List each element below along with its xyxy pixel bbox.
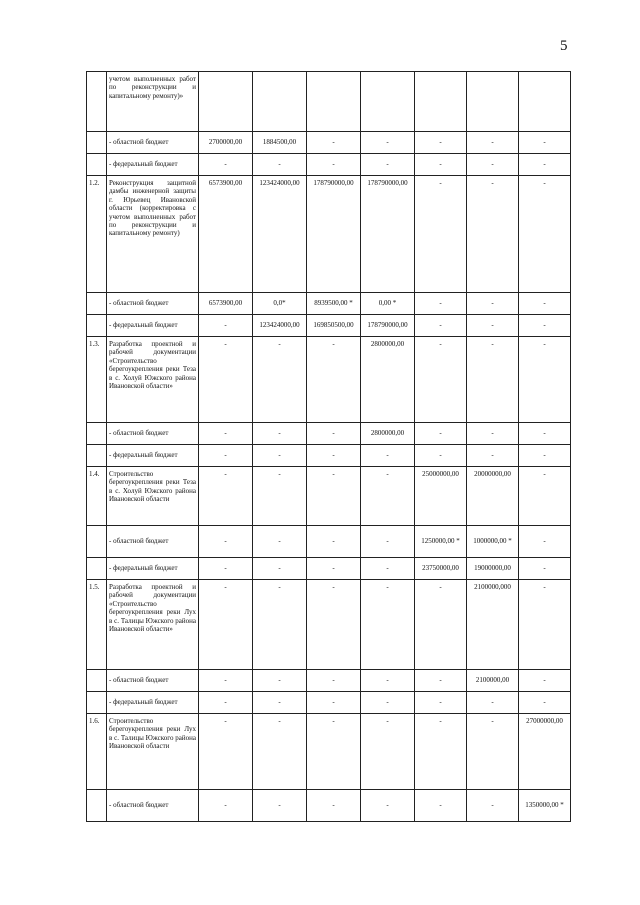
amount-cell: - xyxy=(519,132,571,154)
funding-source-cell: - федеральный бюджет xyxy=(107,154,199,176)
table-row-item xyxy=(87,467,571,526)
amount-cell: - xyxy=(361,714,415,790)
amount-cell: - xyxy=(199,692,253,714)
budget-table-body xyxy=(87,72,571,822)
amount-cell: 178790000,00 xyxy=(361,176,415,293)
item-number-cell xyxy=(87,445,107,467)
amount-cell: - xyxy=(307,714,361,790)
amount-cell: - xyxy=(361,670,415,692)
amount-cell: - xyxy=(307,337,361,423)
funding-source-cell: - областной бюджет xyxy=(107,423,199,445)
item-number-cell xyxy=(87,72,107,132)
amount-cell: - xyxy=(199,315,253,337)
amount-cell: 0,0* xyxy=(253,293,307,315)
item-number-cell xyxy=(87,670,107,692)
amount-cell: - xyxy=(253,423,307,445)
amount-cell: - xyxy=(467,714,519,790)
item-number-cell: 1.4. xyxy=(87,467,107,526)
amount-cell: - xyxy=(307,154,361,176)
table-row-funding xyxy=(87,692,571,714)
amount-cell: - xyxy=(467,293,519,315)
amount-cell: - xyxy=(307,790,361,822)
item-number-cell xyxy=(87,293,107,315)
table-row-item xyxy=(87,72,571,132)
item-number-cell xyxy=(87,558,107,580)
amount-cell: - xyxy=(467,315,519,337)
amount-cell: - xyxy=(307,526,361,558)
amount-cell: - xyxy=(361,154,415,176)
amount-cell: - xyxy=(307,423,361,445)
table-row-item xyxy=(87,337,571,423)
amount-cell: 8939500,00 * xyxy=(307,293,361,315)
amount-cell: - xyxy=(415,154,467,176)
amount-cell: - xyxy=(415,176,467,293)
amount-cell: - xyxy=(361,692,415,714)
amount-cell: 178790000,00 xyxy=(361,315,415,337)
funding-source-cell: - федеральный бюджет xyxy=(107,315,199,337)
amount-cell: - xyxy=(415,670,467,692)
amount-cell: 2700000,00 xyxy=(199,132,253,154)
amount-cell: - xyxy=(519,526,571,558)
amount-cell: - xyxy=(253,714,307,790)
table-row-item xyxy=(87,580,571,670)
amount-cell: - xyxy=(519,558,571,580)
item-number-cell xyxy=(87,315,107,337)
amount-cell: 1000000,00 * xyxy=(467,526,519,558)
amount-cell: - xyxy=(467,132,519,154)
amount-cell: - xyxy=(467,790,519,822)
funding-source-cell: - областной бюджет xyxy=(107,293,199,315)
amount-cell: 0,00 * xyxy=(361,293,415,315)
amount-cell: 2800000,00 xyxy=(361,337,415,423)
amount-cell: - xyxy=(307,467,361,526)
item-number-cell xyxy=(87,423,107,445)
amount-cell: - xyxy=(253,526,307,558)
amount-cell: - xyxy=(253,558,307,580)
amount-cell: - xyxy=(519,580,571,670)
amount-cell: - xyxy=(199,467,253,526)
amount-cell: 6573900,00 xyxy=(199,176,253,293)
item-name-cell: Разработка проектной и рабочей документации «Строительство берегоукрепления реки Теза в с. Холуй Южского района Ивановской области» xyxy=(107,337,199,423)
table-row-funding xyxy=(87,670,571,692)
amount-cell: - xyxy=(199,714,253,790)
amount-cell xyxy=(307,72,361,132)
item-number-cell xyxy=(87,526,107,558)
amount-cell: - xyxy=(253,790,307,822)
amount-cell: 6573900,00 xyxy=(199,293,253,315)
amount-cell: - xyxy=(361,132,415,154)
amount-cell: - xyxy=(361,467,415,526)
amount-cell: 123424000,00 xyxy=(253,315,307,337)
table-row-funding xyxy=(87,526,571,558)
item-name-cell: Реконструкция защитной дамбы инженерной защиты г. Юрьевец Ивановской области (корректировка с учетом выполненных работ по реконструкции и капитальному ремонту) xyxy=(107,176,199,293)
amount-cell: - xyxy=(519,315,571,337)
item-number-cell xyxy=(87,154,107,176)
amount-cell: - xyxy=(361,445,415,467)
amount-cell: - xyxy=(199,154,253,176)
amount-cell: - xyxy=(253,670,307,692)
amount-cell: - xyxy=(415,580,467,670)
amount-cell: - xyxy=(519,692,571,714)
amount-cell: - xyxy=(361,790,415,822)
amount-cell: - xyxy=(199,445,253,467)
funding-source-cell: - федеральный бюджет xyxy=(107,558,199,580)
amount-cell: - xyxy=(253,154,307,176)
amount-cell xyxy=(519,72,571,132)
amount-cell: - xyxy=(307,132,361,154)
amount-cell: - xyxy=(519,337,571,423)
amount-cell: - xyxy=(415,315,467,337)
funding-source-cell: - областной бюджет xyxy=(107,670,199,692)
amount-cell: 169850500,00 xyxy=(307,315,361,337)
item-name-cell: Разработка проектной и рабочей документации «Строительство берегоукрепления реки Лух в с. Талицы Южского района Ивановской области» xyxy=(107,580,199,670)
amount-cell: - xyxy=(253,692,307,714)
amount-cell: - xyxy=(519,154,571,176)
item-number-cell xyxy=(87,132,107,154)
amount-cell: - xyxy=(415,132,467,154)
amount-cell: - xyxy=(415,714,467,790)
amount-cell: 19000000,00 xyxy=(467,558,519,580)
amount-cell: - xyxy=(361,526,415,558)
amount-cell: - xyxy=(467,692,519,714)
table-row-funding xyxy=(87,558,571,580)
amount-cell: - xyxy=(361,580,415,670)
budget-table xyxy=(86,71,571,822)
amount-cell: - xyxy=(199,526,253,558)
item-number-cell: 1.6. xyxy=(87,714,107,790)
funding-source-cell: - областной бюджет xyxy=(107,132,199,154)
table-row-funding xyxy=(87,423,571,445)
amount-cell: 25000000,00 xyxy=(415,467,467,526)
amount-cell: - xyxy=(467,337,519,423)
funding-source-cell: - федеральный бюджет xyxy=(107,445,199,467)
amount-cell: - xyxy=(519,423,571,445)
table-row-funding xyxy=(87,293,571,315)
amount-cell: 20000000,00 xyxy=(467,467,519,526)
item-name-cell: Строительство берегоукрепления реки Лух в с. Талицы Южского района Ивановской области xyxy=(107,714,199,790)
amount-cell: 27000000,00 xyxy=(519,714,571,790)
amount-cell: - xyxy=(467,154,519,176)
amount-cell: - xyxy=(307,670,361,692)
amount-cell: 2100000,000 xyxy=(467,580,519,670)
amount-cell: - xyxy=(415,445,467,467)
amount-cell: - xyxy=(199,558,253,580)
amount-cell: - xyxy=(307,445,361,467)
amount-cell xyxy=(467,72,519,132)
amount-cell: - xyxy=(307,580,361,670)
amount-cell: - xyxy=(519,176,571,293)
item-number-cell xyxy=(87,790,107,822)
amount-cell: - xyxy=(415,790,467,822)
amount-cell: - xyxy=(307,692,361,714)
amount-cell: 178790000,00 xyxy=(307,176,361,293)
amount-cell: - xyxy=(415,692,467,714)
amount-cell xyxy=(361,72,415,132)
amount-cell: - xyxy=(307,558,361,580)
amount-cell: - xyxy=(253,580,307,670)
amount-cell: - xyxy=(199,423,253,445)
table-row-item xyxy=(87,176,571,293)
amount-cell: - xyxy=(467,176,519,293)
amount-cell: - xyxy=(415,293,467,315)
page-number: 5 xyxy=(560,38,568,54)
amount-cell: - xyxy=(199,580,253,670)
amount-cell: - xyxy=(199,670,253,692)
item-name-cell: Строительство берегоукрепления реки Теза в с. Холуй Южского района Ивановской области xyxy=(107,467,199,526)
table-row-item xyxy=(87,714,571,790)
funding-source-cell: - областной бюджет xyxy=(107,526,199,558)
table-row-funding xyxy=(87,445,571,467)
amount-cell: 123424000,00 xyxy=(253,176,307,293)
amount-cell: - xyxy=(253,467,307,526)
amount-cell: - xyxy=(519,293,571,315)
item-number-cell: 1.2. xyxy=(87,176,107,293)
amount-cell: - xyxy=(467,445,519,467)
table-row-funding xyxy=(87,132,571,154)
funding-source-cell: - федеральный бюджет xyxy=(107,692,199,714)
amount-cell xyxy=(253,72,307,132)
amount-cell: - xyxy=(519,445,571,467)
amount-cell xyxy=(415,72,467,132)
amount-cell: 1250000,00 * xyxy=(415,526,467,558)
item-name-cell: учетом выполненных работ по реконструкции и капитальному ремонту)» xyxy=(107,72,199,132)
table-row-funding xyxy=(87,790,571,822)
amount-cell: 23750000,00 xyxy=(415,558,467,580)
funding-source-cell: - областной бюджет xyxy=(107,790,199,822)
amount-cell xyxy=(199,72,253,132)
amount-cell: - xyxy=(467,423,519,445)
item-number-cell: 1.5. xyxy=(87,580,107,670)
amount-cell: - xyxy=(253,337,307,423)
table-row-funding xyxy=(87,154,571,176)
table-row-funding xyxy=(87,315,571,337)
amount-cell: - xyxy=(199,790,253,822)
amount-cell: 1884500,00 xyxy=(253,132,307,154)
amount-cell: - xyxy=(415,423,467,445)
amount-cell: 1350000,00 * xyxy=(519,790,571,822)
amount-cell: - xyxy=(253,445,307,467)
item-number-cell: 1.3. xyxy=(87,337,107,423)
amount-cell: - xyxy=(519,670,571,692)
amount-cell: 2800000,00 xyxy=(361,423,415,445)
amount-cell: - xyxy=(519,467,571,526)
amount-cell: - xyxy=(199,337,253,423)
item-number-cell xyxy=(87,692,107,714)
amount-cell: 2100000,00 xyxy=(467,670,519,692)
amount-cell: - xyxy=(361,558,415,580)
amount-cell: - xyxy=(415,337,467,423)
